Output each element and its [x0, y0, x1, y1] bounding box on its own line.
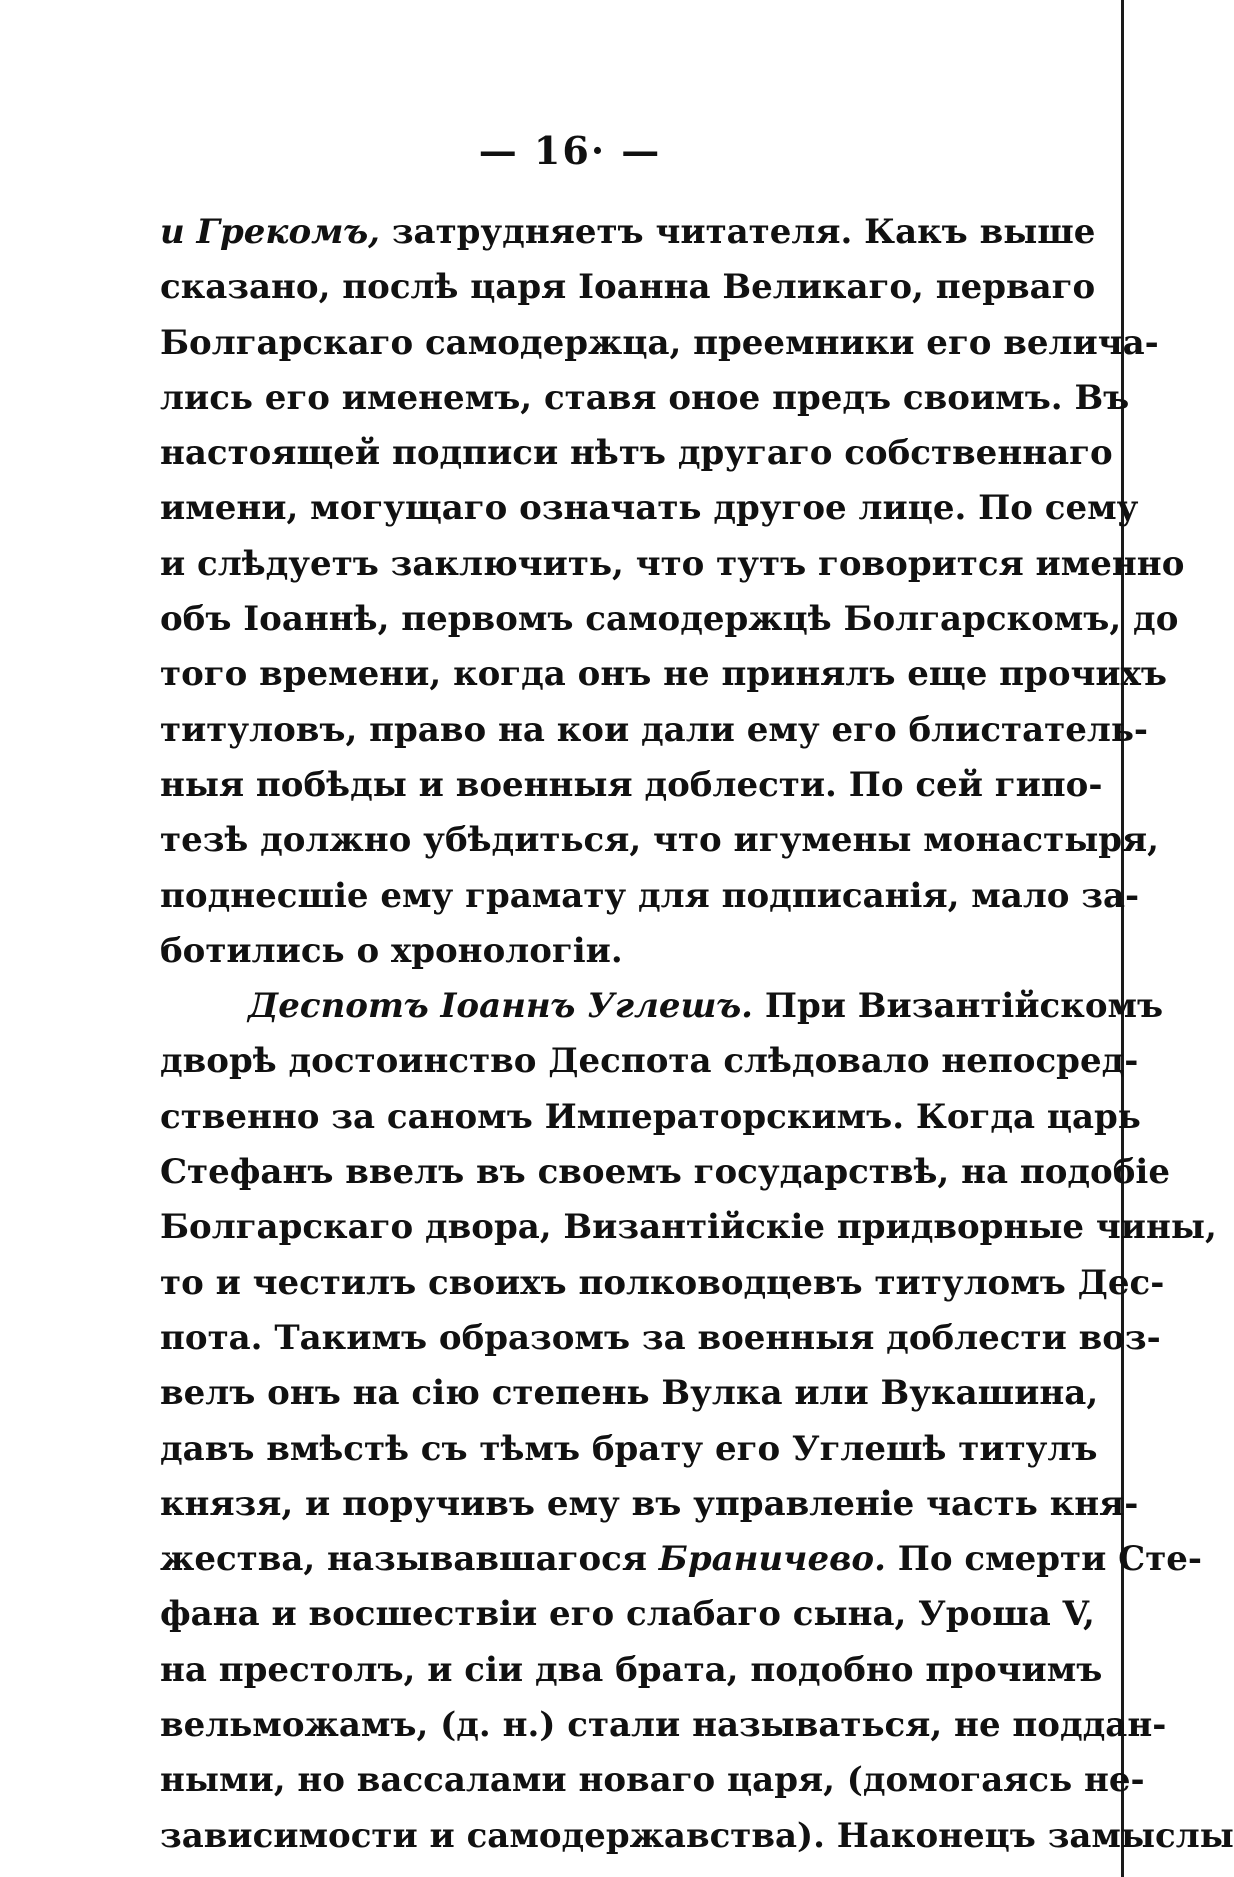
text-span: давъ вмѣстѣ съ тѣмъ брату его Углешѣ титулъ	[160, 1428, 1098, 1469]
text-line	[160, 813, 1160, 868]
text-span: сказано, послѣ царя Іоанна Великаго, перваго	[160, 267, 1096, 308]
text-line	[160, 1256, 1165, 1311]
text-line	[160, 1090, 1141, 1145]
text-span: ботились о хронологіи.	[160, 930, 623, 971]
text-span: фана и восшествіи его слабаго сына, Уроша V,	[160, 1594, 1095, 1635]
text-span: вельможамъ, (д. н.) стали называться, не поддан-	[160, 1705, 1167, 1746]
text-line	[160, 869, 1140, 924]
text-line	[160, 1366, 1099, 1421]
text-line	[160, 1477, 1139, 1532]
text-line	[160, 1643, 1103, 1698]
page-number: — 16· —	[478, 128, 662, 173]
text-line	[160, 647, 1167, 702]
text-line	[160, 1034, 1139, 1089]
text-span: настоящей подписи нѣтъ другаго собственнаго	[160, 433, 1113, 474]
text-span: имени, могущаго означать другое лице. По сему	[160, 488, 1139, 529]
text-span: титуловъ, право на кои дали ему его блиcтатель-	[160, 709, 1149, 750]
text-span: того времени, когда онъ не принялъ еще прочихъ	[160, 654, 1167, 695]
text-span: Стефанъ ввелъ въ своемъ государствѣ, на подобіе	[160, 1152, 1170, 1193]
text-line	[160, 592, 1179, 647]
text-line	[160, 1809, 1234, 1864]
text-line	[160, 758, 1103, 813]
text-span: дворѣ достоинство Деспота слѣдовало непосред-	[160, 1041, 1139, 1082]
text-span: ныя побѣды и военныя доблести. По сей гипо-	[160, 764, 1103, 805]
text-line	[160, 979, 1164, 1034]
text-span: поднесшіе ему грамату для подписанія, мало за-	[160, 875, 1140, 916]
text-line	[160, 1422, 1098, 1477]
body-text	[160, 205, 1234, 1864]
text-span: князя, и поручивъ ему въ управленіе часть кня-	[160, 1483, 1139, 1524]
text-line	[160, 426, 1113, 481]
text-line	[160, 1200, 1217, 1255]
italic-span: Браничево.	[658, 1539, 886, 1580]
text-line	[160, 703, 1149, 758]
text-span: ными, но вассалами новаго царя, (домогаясь не-	[160, 1760, 1145, 1801]
page-edge-rule	[1121, 0, 1124, 1877]
text-span: пота. Такимъ образомъ за военныя доблести воз-	[160, 1317, 1161, 1358]
text-span: объ Іоаннѣ, первомъ самодержцѣ Болгарскомъ, до	[160, 599, 1179, 640]
text-line	[160, 260, 1096, 315]
text-span: По смерти Сте-	[885, 1539, 1203, 1580]
text-span: жества, называвшагося	[160, 1539, 659, 1580]
italic-span: и Грекомъ,	[160, 212, 381, 252]
text-span: При Византійскомъ	[753, 986, 1164, 1027]
text-span: зависимости и самодержавства). Наконецъ замыслы	[160, 1815, 1234, 1856]
text-line	[160, 1311, 1161, 1366]
text-line	[160, 1587, 1095, 1642]
text-span: и слѣдуетъ заключить, что тутъ говорится именно	[160, 543, 1185, 584]
text-span: лись его именемъ, ставя оное предъ своимъ. Въ	[160, 377, 1130, 418]
text-line	[160, 1532, 1203, 1587]
text-span: Болгарскаго самодержца, преемники его велича-	[160, 322, 1159, 363]
text-line	[160, 924, 1060, 979]
text-span: то и честилъ своихъ полководцевъ титуломъ Дес-	[160, 1262, 1165, 1303]
text-line	[160, 205, 1096, 260]
text-span: ственно за саномъ Императорскимъ. Когда царь	[160, 1096, 1141, 1137]
text-line	[160, 371, 1130, 426]
text-span: велъ онъ на сію степень Вулка или Вукашина,	[160, 1373, 1099, 1414]
text-span: на престолъ, и сіи два брата, подобно прочимъ	[160, 1649, 1103, 1690]
text-line	[160, 316, 1159, 371]
text-line	[160, 537, 1185, 592]
text-span: затрудняетъ читателя. Какъ выше	[380, 212, 1096, 252]
italic-span: Деспотъ Іоаннъ Углешъ.	[248, 986, 754, 1027]
text-line	[160, 1698, 1167, 1753]
text-line	[160, 1753, 1145, 1808]
text-line	[160, 481, 1139, 536]
text-line	[160, 1145, 1170, 1200]
text-span: тезѣ должно убѣдиться, что игумены монастыря,	[160, 820, 1160, 861]
text-span: Болгарскаго двора, Византійскіе придворные чины,	[160, 1207, 1217, 1248]
